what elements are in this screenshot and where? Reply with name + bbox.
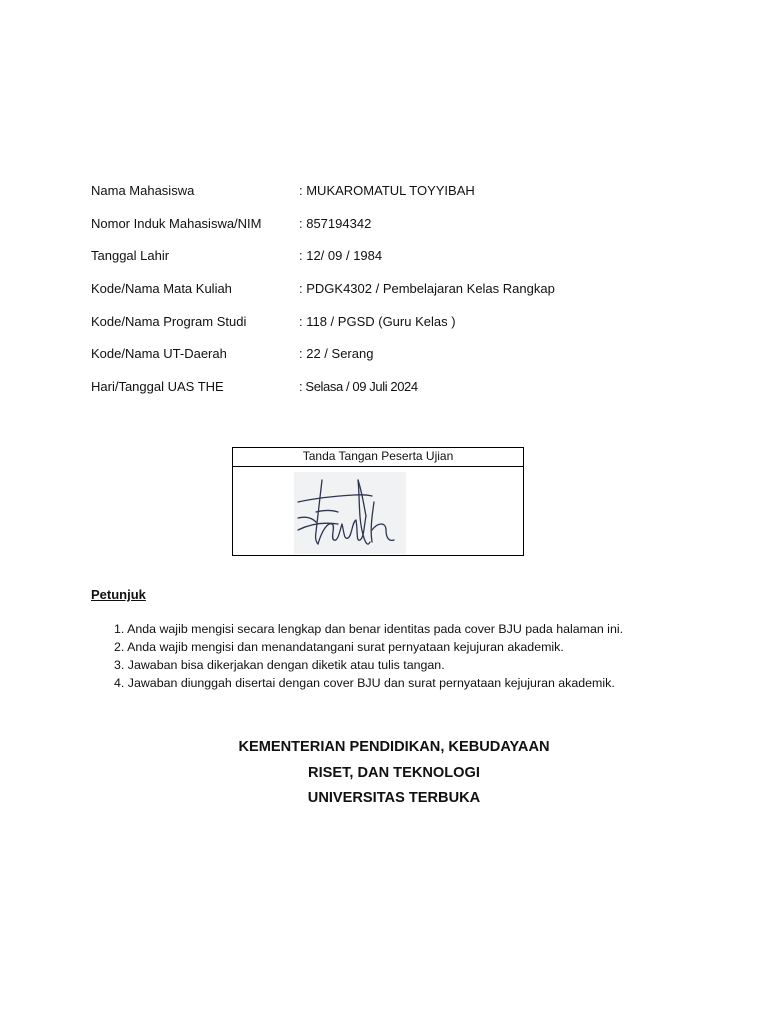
identity-label: Tanggal Lahir (91, 248, 170, 264)
identity-section (91, 181, 691, 410)
identity-value: : 12/ 09 / 1984 (299, 248, 383, 264)
ministry-name: KEMENTERIAN PENDIDIKAN, KEBUDAYAAN (238, 739, 550, 755)
identity-row-exam-date (91, 377, 691, 410)
identity-row-course (91, 279, 691, 312)
instruction-item: 4. Jawaban diunggah disertai dengan cover BJU dan surat pernyataan kejujuran akademik. (114, 676, 615, 690)
identity-row-birthdate (91, 246, 691, 279)
instruction-item: 1. Anda wajib mengisi secara lengkap dan benar identitas pada cover BJU pada halaman ini. (114, 622, 624, 636)
identity-value: : 22 / Serang (299, 346, 374, 362)
signature-image (294, 472, 406, 554)
identity-row-name (91, 181, 691, 214)
identity-label: Kode/Nama UT-Daerah (91, 346, 227, 362)
identity-row-nim (91, 214, 691, 247)
identity-value: : 857194342 (299, 215, 372, 231)
identity-label: Kode/Nama Program Studi (91, 313, 247, 329)
identity-row-region (91, 344, 691, 377)
instructions-list (114, 620, 674, 692)
instruction-item: 2. Anda wajib mengisi dan menandatangani surat pernyataan kejujuran akademik. (114, 640, 564, 654)
identity-value: : 118 / PGSD (Guru Kelas ) (299, 313, 456, 329)
university-name: UNIVERSITAS TERBUKA (307, 790, 481, 806)
signature-box-header: Tanda Tangan Peserta Ujian (233, 448, 523, 467)
identity-label: Hari/Tanggal UAS THE (91, 379, 224, 395)
instruction-item: 3. Jawaban bisa dikerjakan dengan diketik atau tulis tangan. (114, 658, 445, 672)
identity-label: Nomor Induk Mahasiswa/NIM (91, 215, 262, 231)
ministry-name-continued: RISET, DAN TEKNOLOGI (308, 764, 480, 781)
identity-value: : Selasa / 09 Juli 2024 (299, 379, 418, 395)
signature-box (232, 447, 524, 556)
identity-value: : PDGK4302 / Pembelajaran Kelas Rangkap (299, 281, 555, 297)
identity-label: Nama Mahasiswa (91, 183, 195, 198)
instructions-title: Petunjuk (91, 587, 146, 602)
identity-label: Kode/Nama Mata Kuliah (91, 281, 232, 297)
identity-value: : MUKAROMATUL TOYYIBAH (299, 183, 475, 198)
institution-footer (0, 735, 768, 812)
identity-row-program (91, 312, 691, 345)
